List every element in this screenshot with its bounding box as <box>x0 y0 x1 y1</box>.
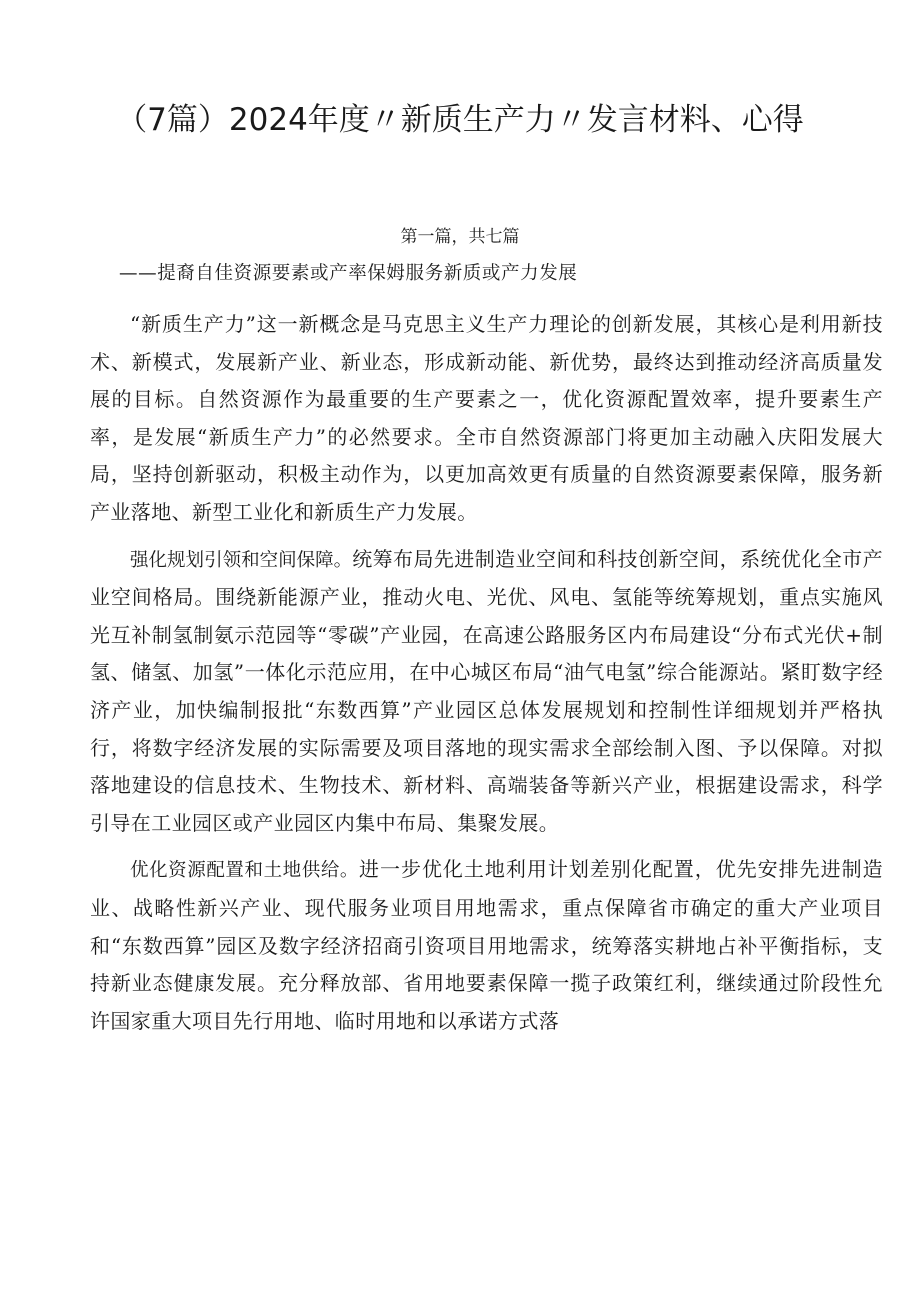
article-subtitle: ——提裔自佳资源要素或产率保姆服务新质或产力发展 <box>119 263 578 284</box>
paragraph-text: “新质生产力”这一新概念是马克思主义生产力理论的创新发展，其核心是利用新技术、新模式，发展新产业、新业态，形成新动能、新优势，最终达到推动经济高质量发展的目标。自然资源作为最重要的生产要素之一，优化资源配置效率，提升要素生产率，是发展“新质生产力”的必然要求。全市自然资源部门将更加主动融入庆阳发展大局，坚持创新驱动，积极主动作为，以更加高效更有质量的自然资源要素保障，服务新产业落地、新型工业化和新质生产力发展。 <box>90 312 883 524</box>
paragraph-planning <box>90 541 883 843</box>
paragraph-lead: 强化规划引领和空间保障。 <box>130 549 353 571</box>
document-title: （7篇）2024年度〃新质生产力〃发言材料、心得 <box>116 102 804 138</box>
article-body <box>90 306 883 1040</box>
paragraph-intro <box>90 306 883 532</box>
paragraph-land-supply <box>90 851 883 1040</box>
paragraph-lead: 优化资源配置和土地供给。 <box>130 860 359 882</box>
paragraph-text: 统筹布局先进制造业空间和科技创新空间，系统优化全市产业空间格局。围绕新能源产业，推动火电、光优、风电、氢能等统筹规划，重点实施风光互补制氢制氨示范园等“零碳”产业园，在高速公路服务区内布局建设“分布式光伏+制氢、储氢、加氢”一体化示范应用，在中心城区布局“油气电氢”综合能源站。紧盯数字经济产业，加快编制报批“东数西算”产业园区总体发展规划和控制性详细规划并严格执行，将数字经济发展的实际需要及项目落地的现实需求全部绘制入图、予以保障。对拟落地建设的信息技术、生物技术、新材料、高端装备等新兴产业，根据建设需求，科学引导在工业园区或产业园区内集中布局、集聚发展。 <box>90 546 883 835</box>
paragraph-text: 进一步优化土地利用计划差别化配置，优先安排先进制造业、战略性新兴产业、现代服务业项目用地需求，重点保障省市确定的重大产业项目和“东数西算”园区及数字经济招商引资项目用地需求，统筹落实耕地占补平衡指标，支持新业态健康发展。充分释放部、省用地要素保障一揽子政策红利，继续通过阶段性允许国家重大项目先行用地、临时用地和以承诺方式落 <box>90 857 883 1033</box>
section-label: 第一篇，共七篇 <box>400 227 520 247</box>
